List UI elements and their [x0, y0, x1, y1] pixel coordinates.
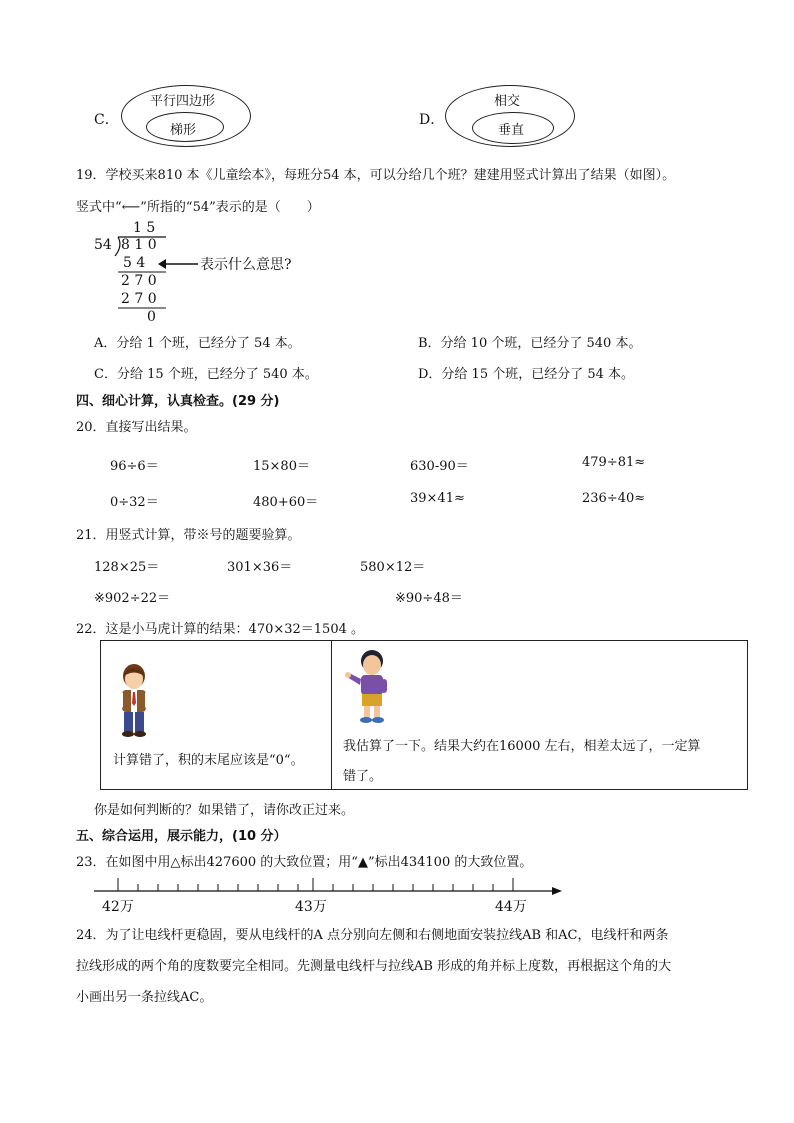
q21-item: ※90÷48＝: [395, 591, 463, 606]
q21-prompt: 21．用竖式计算，带※号的题要验算。: [76, 528, 301, 543]
number-line-label: 42万: [102, 899, 134, 915]
division-divisor: 54: [94, 237, 112, 253]
arrow-label: 表示什么意思?: [200, 257, 292, 273]
venn-outer-label-d: 相交: [494, 94, 521, 109]
q22-right-text-1: 我估算了一下。结果大约在16000 左右，相差太远了，一定算: [343, 739, 701, 754]
q20-item: 15×80＝: [253, 459, 310, 474]
division-quotient: 1 5: [133, 220, 156, 236]
q24-line1: 24．为了让电线杆更稳固，要从电线杆的A 点分别向左侧和右侧地面安装拉线AB 和AC，电线杆和两条: [76, 928, 669, 943]
q19-line2: 竖式中“⟵”所指的“54”表示的是（ ）: [76, 200, 320, 215]
q20-item: 630-90＝: [410, 459, 469, 474]
section5-heading: 五、综合运用，展示能力，(10 分）: [76, 829, 287, 844]
long-division: [90, 220, 350, 330]
division-step2: 2 7 0: [121, 273, 157, 289]
section4-heading: 四、细心计算，认真检查。(29 分): [76, 394, 280, 409]
q19-option-a: A．分给 1 个班，已经分了 54 本。: [94, 336, 301, 351]
q20-item: 0÷32＝: [110, 495, 159, 510]
division-step3: 2 7 0: [121, 291, 157, 307]
division-remainder: 0: [147, 309, 156, 325]
number-line-axis: [88, 872, 568, 896]
q24-line2: 拉线形成的两个角的度数要完全相同。先测量电线杆与拉线AB 形成的角并标上度数，再根据这个角的大: [76, 959, 672, 974]
q22-followup: 你是如何判断的？如果错了，请你改正过来。: [94, 803, 355, 818]
q22-prompt: 22．这是小马虎计算的结果：470×32＝1504 。: [76, 622, 365, 637]
division-dividend: 8 1 0: [121, 237, 157, 253]
q22-left-text: 计算错了，积的末尾应该是“0“。: [113, 753, 304, 768]
q19-line1: 19．学校买来810 本《儿童绘本》，每班分54 本，可以分给几个班？建建用竖式计算出了结果（如图）。: [76, 168, 676, 183]
number-line-label: 44万: [495, 899, 527, 915]
q20-item: 480+60＝: [253, 495, 319, 510]
q19-option-c: C．分给 15 个班，已经分了 540 本。: [94, 367, 318, 382]
left-arrow-icon: [156, 256, 206, 272]
q24-line3: 小画出另一条拉线AC。: [76, 990, 213, 1005]
boy-vest-illustration: [113, 663, 155, 737]
q22-dialog-table: [100, 640, 748, 790]
q21-item: 128×25＝: [94, 560, 160, 575]
q21-item: 580×12＝: [360, 560, 426, 575]
number-line-label: 43万: [295, 899, 327, 915]
q22-right-text-2: 错了。: [343, 769, 383, 784]
q21-item: 301×36＝: [227, 560, 293, 575]
venn-inner-label-d: 垂直: [498, 123, 525, 138]
q23-prompt: 23．在如图中用△标出427600 的大致位置；用“▲”标出434100 的大致位置。: [76, 855, 533, 870]
venn-inner-label-c: 梯形: [170, 123, 197, 138]
q20-item: 236÷40≈: [582, 491, 646, 506]
boy-purple-illustration: [345, 649, 395, 725]
q20-item: 479÷81≈: [582, 455, 646, 470]
table-divider: [331, 641, 332, 789]
venn-outer-label-c: 平行四边形: [150, 94, 216, 109]
division-step1: 5 4: [123, 255, 146, 271]
q20-item: 39×41≈: [410, 491, 465, 506]
q20-prompt: 20．直接写出结果。: [76, 420, 197, 435]
option-c-label: C．: [94, 112, 119, 128]
option-d-label: D．: [419, 112, 445, 128]
q19-option-b: B．分给 10 个班，已经分了 540 本。: [418, 336, 642, 351]
number-line: [88, 872, 568, 916]
q19-option-d: D．分给 15 个班，已经分了 54 本。: [418, 367, 635, 382]
q20-item: 96÷6＝: [110, 459, 159, 474]
q21-item: ※902÷22＝: [94, 591, 171, 606]
